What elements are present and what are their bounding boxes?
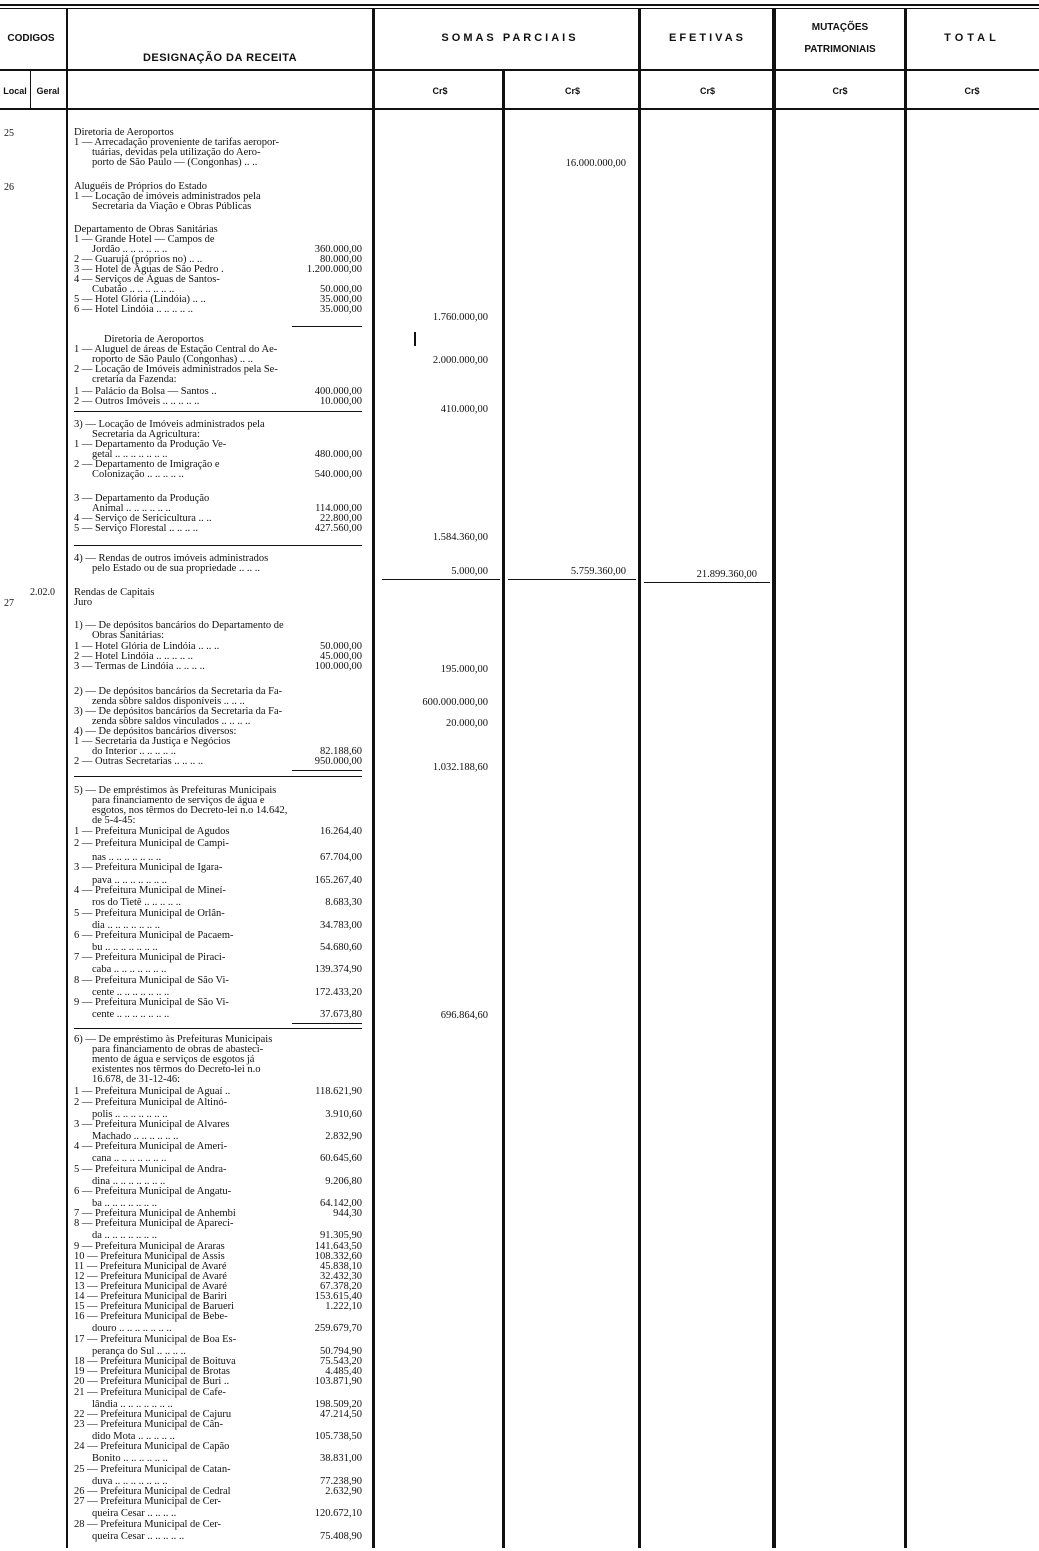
line: Aluguéis de Próprios do Estado (74, 181, 207, 192)
line: 19 — Prefeitura Municipal de Brotas (74, 1366, 231, 1377)
value-cell: 10.000,00 (320, 396, 362, 407)
line: pava .. .. .. .. .. .. .. (92, 875, 167, 886)
col-rule-codes (66, 8, 68, 1548)
value-cell: 35.000,00 (320, 294, 362, 305)
line: 4 — Serviços de Águas de Santos- (74, 274, 220, 285)
efetivas-cell: 21.899.360,00 (696, 569, 757, 580)
line: Diretoria de Aeroportos (74, 127, 174, 138)
line: 7 — Prefeitura Municipal de Anhembi (74, 1208, 236, 1219)
line: 5 — Hotel Glória (Lindóia) .. .. (74, 294, 206, 305)
line: 5) — De empréstimos às Prefeituras Municipais (74, 785, 277, 796)
line: 1 — Grande Hotel — Campos de (74, 234, 215, 245)
line: 1 — Departamento da Produção Ve- (74, 439, 227, 450)
somas-total-rule (508, 579, 636, 580)
line: tuárias, devidas pela utilização do Aero- (92, 147, 261, 158)
line: 3) — De depósitos bancários da Secretaria da Fa- (74, 706, 283, 717)
code-local-26: 26 (4, 182, 14, 193)
currency-total: Cr$ (964, 86, 980, 96)
somas-cell: 600.000.000,00 (422, 697, 488, 708)
line: 6 — Prefeitura Municipal de Angatu- (74, 1186, 232, 1197)
value-cell: 360.000,00 (314, 244, 362, 255)
line: cente .. .. .. .. .. .. .. (92, 987, 170, 998)
line: caba .. .. .. .. .. .. .. (92, 964, 167, 975)
line: cretaria da Fazenda: (92, 374, 177, 385)
code-geral-2020: 2.02.0 (30, 587, 55, 598)
line: 26 — Prefeitura Municipal de Cedral (74, 1486, 231, 1497)
efetivas-total-rule (644, 582, 770, 583)
line: zenda sôbre saldos disponíveis .. .. .. (92, 696, 245, 707)
line: ros do Tietê .. .. .. .. .. (92, 897, 181, 908)
value-cell: 480.000,00 (314, 449, 362, 460)
value-cell: 77.238,90 (320, 1476, 362, 1487)
subtotal-rule (292, 770, 362, 771)
line: 5 — Prefeitura Municipal de Orlân- (74, 908, 225, 919)
line: 14 — Prefeitura Municipal de Bariri (74, 1291, 228, 1302)
top-rule (0, 4, 1039, 6)
section-rule (74, 411, 362, 412)
col-rule-efetivas (638, 8, 641, 1548)
line: 12 — Prefeitura Municipal de Avaré (74, 1271, 227, 1282)
currency-somas-2: Cr$ (564, 86, 580, 96)
value-cell: 54.680,60 (320, 942, 362, 953)
top-rule-thin (0, 8, 1039, 9)
line: esgotos, nos têrmos do Decreto-lei n.o 14.642, (92, 805, 288, 816)
line: 6 — Prefeitura Municipal de Pacaem- (74, 930, 234, 941)
line: 11 — Prefeitura Municipal de Avaré (74, 1261, 227, 1272)
line: Diretoria de Aeroportos (104, 334, 204, 345)
line: 7 — Prefeitura Municipal de Piraci- (74, 952, 226, 963)
value-cell: 950.000,00 (314, 756, 362, 767)
value-cell: 75.408,90 (320, 1531, 362, 1542)
value-cell: 38.831,00 (320, 1453, 362, 1464)
line: 3 — Prefeitura Municipal de Igara- (74, 862, 223, 873)
somas-cell: 1.584.360,00 (432, 532, 488, 543)
line: para financiamento de serviços de água e (92, 795, 265, 806)
section-rule (74, 1028, 362, 1029)
header-efetivas: EFETIVAS (669, 32, 746, 44)
line: Juro (74, 597, 93, 608)
currency-somas-1: Cr$ (432, 86, 448, 96)
code-local-27: 27 (4, 598, 14, 609)
line: Secretaria da Agricultura: (92, 429, 200, 440)
line: 2 — Hotel Lindóia .. .. .. .. .. (74, 651, 193, 662)
value-cell: 37.673,80 (320, 1009, 362, 1020)
value-cell: 16.264,40 (320, 826, 362, 837)
line: dia .. .. .. .. .. .. .. (92, 920, 160, 931)
value-cell: 2.832,90 (325, 1131, 362, 1142)
line: 2 — Outros Imóveis .. .. .. .. .. (74, 396, 200, 407)
value-cell: 540.000,00 (314, 469, 362, 480)
value-cell: 75.543,20 (320, 1356, 362, 1367)
somas-cell: 20.000,00 (446, 718, 488, 729)
value-cell: 108.332,60 (314, 1251, 362, 1262)
value-cell: 50.000,00 (320, 284, 362, 295)
value-cell: 259.679,70 (314, 1323, 362, 1334)
line: 3) — Locação de Imóveis administrados pela (74, 419, 265, 430)
line: 27 — Prefeitura Municipal de Cer- (74, 1496, 222, 1507)
value-cell: 141.643,50 (314, 1241, 362, 1252)
line: ba .. .. .. .. .. .. .. (92, 1198, 158, 1209)
line: lândia .. .. .. .. .. .. .. (92, 1399, 173, 1410)
line: de 5-4-45: (92, 815, 136, 826)
value-cell: 82.188,60 (320, 746, 362, 757)
subtotal-rule (292, 326, 362, 327)
somas-cell: 410.000,00 (440, 404, 488, 415)
value-cell: 139.374,90 (314, 964, 362, 975)
line: 21 — Prefeitura Municipal de Cafe- (74, 1387, 226, 1398)
line: Departamento de Obras Sanitárias (74, 224, 218, 235)
line: 2 — Locação de Imóveis administrados pela Se- (74, 364, 278, 375)
line: 2 — Guarujá (próprios no) .. .. (74, 254, 203, 265)
line: 23 — Prefeitura Municipal de Cân- (74, 1419, 223, 1430)
line: bu .. .. .. .. .. .. .. (92, 942, 158, 953)
line: 1) — De depósitos bancários do Departamento de (74, 620, 284, 631)
mark (414, 332, 416, 346)
line: 1 — Aluguel de áreas de Estação Central do Ae- (74, 344, 278, 355)
line: 9 — Prefeitura Municipal de São Vi- (74, 997, 229, 1008)
value-cell: 45.000,00 (320, 651, 362, 662)
line: polis .. .. .. .. .. .. .. (92, 1109, 168, 1120)
line: Rendas de Capitais (74, 587, 155, 598)
somas-cell: 5.000,00 (451, 566, 488, 577)
value-cell: 400.000,00 (314, 386, 362, 397)
value-cell: 427.560,00 (314, 523, 362, 534)
value-cell: 64.142,00 (320, 1198, 362, 1209)
line: 2 — Prefeitura Municipal de Campi- (74, 838, 229, 849)
line: 1 — Prefeitura Municipal de Aguaí .. (74, 1086, 231, 1097)
line: 1 — Prefeitura Municipal de Agudos (74, 826, 230, 837)
line: 22 — Prefeitura Municipal de Cajuru (74, 1409, 232, 1420)
header-mutacoes: MUTAÇÕES (811, 22, 869, 33)
line: do Interior .. .. .. .. .. (92, 746, 176, 757)
value-cell: 50.794,90 (320, 1346, 362, 1357)
line: 6) — De empréstimo às Prefeituras Municipais (74, 1034, 273, 1045)
line: 2 — Departamento de Imigração e (74, 459, 220, 470)
code-local-25: 25 (4, 128, 14, 139)
line: 3 — Prefeitura Municipal de Alvares (74, 1119, 230, 1130)
line: da .. .. .. .. .. .. .. (92, 1230, 158, 1241)
line: 1 — Palácio da Bolsa — Santos .. (74, 386, 217, 397)
line: Machado .. .. .. .. .. .. (92, 1131, 179, 1142)
line: 9 — Prefeitura Municipal de Araras (74, 1241, 225, 1252)
value-cell: 105.738,50 (314, 1431, 362, 1442)
value-cell: 32.432,30 (320, 1271, 362, 1282)
value-cell: 118.621,90 (315, 1086, 362, 1097)
section-rule (74, 776, 362, 777)
somas-cell: 696.864,60 (440, 1010, 488, 1021)
line: 17 — Prefeitura Municipal de Boa Es- (74, 1334, 237, 1345)
line: 1 — Locação de imóveis administrados pela (74, 191, 261, 202)
line: porto de São Paulo — (Congonhas) .. .. (92, 157, 258, 168)
value-cell: 114.000,00 (315, 503, 362, 514)
line: para financiamento de obras de abasteci- (92, 1044, 264, 1055)
line: douro .. .. .. .. .. .. .. (92, 1323, 172, 1334)
value-cell: 198.509,20 (314, 1399, 362, 1410)
subtotal-rule (292, 1023, 362, 1024)
line: 20 — Prefeitura Municipal de Buri .. (74, 1376, 230, 1387)
line: 4 — Prefeitura Municipal de Mineí- (74, 885, 226, 896)
somas-cell: 5.759.360,00 (570, 566, 626, 577)
value-cell: 944,30 (333, 1208, 362, 1219)
line: 4) — Rendas de outros imóveis administrados (74, 553, 269, 564)
col-rule-designacao (372, 8, 375, 1548)
line: 4 — Prefeitura Municipal de Ameri- (74, 1141, 228, 1152)
col-rule-somas-mid (502, 70, 505, 1548)
value-cell: 153.615,40 (314, 1291, 362, 1302)
line: mento de água e serviços de esgotos já (92, 1054, 255, 1065)
line: 8 — Prefeitura Municipal de São Vi- (74, 975, 229, 986)
line: 28 — Prefeitura Municipal de Cer- (74, 1519, 222, 1530)
line: 4 — Serviço de Sericicultura .. .. (74, 513, 212, 524)
line: 25 — Prefeitura Municipal de Catan- (74, 1464, 231, 1475)
line: dido Mota .. .. .. .. .. (92, 1431, 175, 1442)
line: Cubatão .. .. .. .. .. .. (92, 284, 175, 295)
line: 13 — Prefeitura Municipal de Avaré (74, 1281, 227, 1292)
value-cell: 67.378,20 (320, 1281, 362, 1292)
line: getal .. .. .. .. .. .. .. (92, 449, 168, 460)
line: Obras Sanitárias: (92, 630, 165, 641)
line: 3 — Termas de Lindóia .. .. .. .. (74, 661, 205, 672)
line: 2) — De depósitos bancários da Secretaria da Fa- (74, 686, 283, 697)
line: queira Cesar .. .. .. .. .. (92, 1531, 185, 1542)
header-somas-parciais: SOMAS PARCIAIS (441, 32, 579, 44)
somas-cell: 2.000.000,00 (432, 355, 488, 366)
line: Colonização .. .. .. .. .. (92, 469, 184, 480)
header-total: TOTAL (944, 32, 1000, 44)
line: Secretaria da Viação e Obras Públicas (92, 201, 252, 212)
line: Bonito .. .. .. .. .. .. (92, 1453, 168, 1464)
header-local: Local (3, 86, 27, 96)
value-cell: 9.206,80 (325, 1176, 362, 1187)
col-rule-total (904, 8, 907, 1548)
value-cell: 4.485,40 (325, 1366, 362, 1377)
somas-cell: 1.032.188,60 (432, 762, 488, 773)
section-rule (74, 545, 362, 546)
line: 4) — De depósitos bancários diversos: (74, 726, 237, 737)
value-cell: 22.800,00 (320, 513, 362, 524)
value-cell: 8.683,30 (325, 897, 362, 908)
line: dina .. .. .. .. .. .. .. (92, 1176, 166, 1187)
value-cell: 120.672,10 (314, 1508, 362, 1519)
value-cell: 172.433,20 (314, 987, 362, 998)
header-patrimoniais: PATRIMONIAIS (804, 44, 876, 55)
line: 3 — Departamento da Produção (74, 493, 210, 504)
line: 18 — Prefeitura Municipal de Boituva (74, 1356, 236, 1367)
line: zenda sôbre saldos vinculados .. .. .. .. (92, 716, 251, 727)
value-cell: 34.783,00 (320, 920, 362, 931)
value-cell: 60.645,60 (320, 1153, 362, 1164)
somas-cell: 1.760.000,00 (432, 312, 488, 323)
line: 16.678, de 31-12-46: (92, 1074, 181, 1085)
line: 6 — Hotel Lindóia .. .. .. .. .. (74, 304, 193, 315)
line: cente .. .. .. .. .. .. .. (92, 1009, 170, 1020)
header-designacao: DESIGNAÇÃO DA RECEITA (142, 52, 298, 64)
somas-cell: 195.000,00 (440, 664, 488, 675)
line: 1 — Arrecadação proveniente de tarifas aeropor- (74, 137, 280, 148)
value-cell: 100.000,00 (314, 661, 362, 672)
line: pelo Estado ou de sua propriedade .. .. .. (92, 563, 260, 574)
line: 1 — Secretaria da Justiça e Negócios (74, 736, 231, 747)
line: Animal .. .. .. .. .. .. (92, 503, 171, 514)
somas-cell: 16.000.000,00 (565, 158, 626, 169)
value-cell: 80.000,00 (320, 254, 362, 265)
currency-mutacoes: Cr$ (832, 86, 848, 96)
col-rule-local (30, 70, 31, 110)
currency-efetivas: Cr$ (699, 86, 715, 96)
line: duva .. .. .. .. .. .. .. (92, 1476, 168, 1487)
currency-rule (0, 108, 1039, 110)
line: perança do Sul .. .. .. .. (92, 1346, 186, 1357)
line: 1 — Hotel Glória de Lindóia .. .. .. (74, 641, 220, 652)
line: queira Cesar .. .. .. .. (92, 1508, 177, 1519)
line: 2 — Outras Secretarias .. .. .. .. (74, 756, 204, 767)
header-codigos: CODIGOS (7, 33, 55, 44)
value-cell: 50.000,00 (320, 641, 362, 652)
value-cell: 2.632,90 (325, 1486, 362, 1497)
line: 3 — Hotel de Águas de São Pedro . (74, 264, 224, 275)
line: 16 — Prefeitura Municipal de Bebe- (74, 1311, 228, 1322)
col-rule-mutacoes (772, 8, 776, 1548)
line: existentes nos têrmos do Decreto-lei n.o (92, 1064, 261, 1075)
line: roporto de São Paulo (Congonhas) .. .. (92, 354, 253, 365)
line: 10 — Prefeitura Municipal de Assis (74, 1251, 225, 1262)
value-cell: 35.000,00 (320, 304, 362, 315)
value-cell: 3.910,60 (325, 1109, 362, 1120)
line: 5 — Prefeitura Municipal de Andra- (74, 1164, 227, 1175)
header-rule (0, 69, 1039, 71)
value-cell: 1.200.000,00 (306, 264, 362, 275)
value-cell: 47.214,50 (320, 1409, 362, 1420)
value-cell: 67.704,00 (320, 852, 362, 863)
line: 24 — Prefeitura Municipal de Capão (74, 1441, 230, 1452)
line: 2 — Prefeitura Municipal de Altinó- (74, 1097, 228, 1108)
value-cell: 103.871,90 (314, 1376, 362, 1387)
somas-total-rule (382, 579, 500, 580)
value-cell: 45.838,10 (320, 1261, 362, 1272)
line: 5 — Serviço Florestal .. .. .. .. (74, 523, 198, 534)
line: 15 — Prefeitura Municipal de Barueri (74, 1301, 235, 1312)
header-geral: Geral (36, 86, 60, 96)
line: Jordão .. .. .. .. .. .. (92, 244, 168, 255)
value-cell: 1.222,10 (325, 1301, 362, 1312)
value-cell: 165.267,40 (314, 875, 362, 886)
line: nas .. .. .. .. .. .. .. (92, 852, 162, 863)
line: 8 — Prefeitura Municipal de Apareci- (74, 1218, 234, 1229)
line: cana .. .. .. .. .. .. .. (92, 1153, 167, 1164)
value-cell: 91.305,90 (320, 1230, 362, 1241)
